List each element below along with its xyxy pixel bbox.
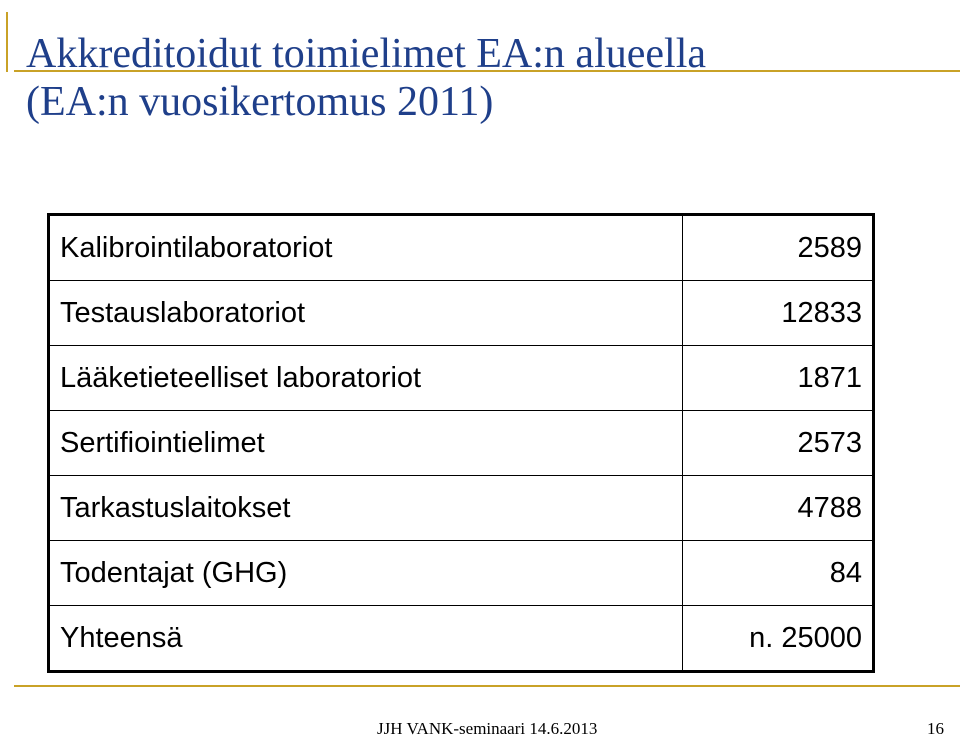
row-label: Kalibrointilaboratoriot	[49, 215, 683, 281]
accreditation-table	[47, 213, 875, 673]
row-value: 12833	[683, 281, 874, 346]
table-row	[49, 476, 874, 541]
table-row	[49, 346, 874, 411]
row-label: Tarkastuslaitokset	[49, 476, 683, 541]
total-value: n. 25000	[683, 606, 874, 672]
row-label: Todentajat (GHG)	[49, 541, 683, 606]
page-number: 16	[927, 719, 944, 738]
accent-vertical-line	[6, 12, 8, 72]
row-label: Sertifiointielimet	[49, 411, 683, 476]
slide-title-line-1: Akkreditoidut toimielimet EA:n alueella	[26, 31, 706, 77]
table-row	[49, 281, 874, 346]
total-label: Yhteensä	[49, 606, 683, 672]
table-row	[49, 215, 874, 281]
slide-title	[26, 30, 936, 126]
footer-text: JJH VANK-seminaari 14.6.2013	[377, 719, 598, 738]
row-label: Testauslaboratoriot	[49, 281, 683, 346]
row-value: 2573	[683, 411, 874, 476]
row-value: 2589	[683, 215, 874, 281]
row-label: Lääketieteelliset laboratoriot	[49, 346, 683, 411]
slide-title-line-2: (EA:n vuosikertomus 2011)	[26, 79, 494, 125]
footer-divider	[14, 685, 960, 687]
table-row	[49, 541, 874, 606]
table-row	[49, 411, 874, 476]
table-row-total	[49, 606, 874, 672]
row-value: 1871	[683, 346, 874, 411]
row-value: 4788	[683, 476, 874, 541]
row-value: 84	[683, 541, 874, 606]
